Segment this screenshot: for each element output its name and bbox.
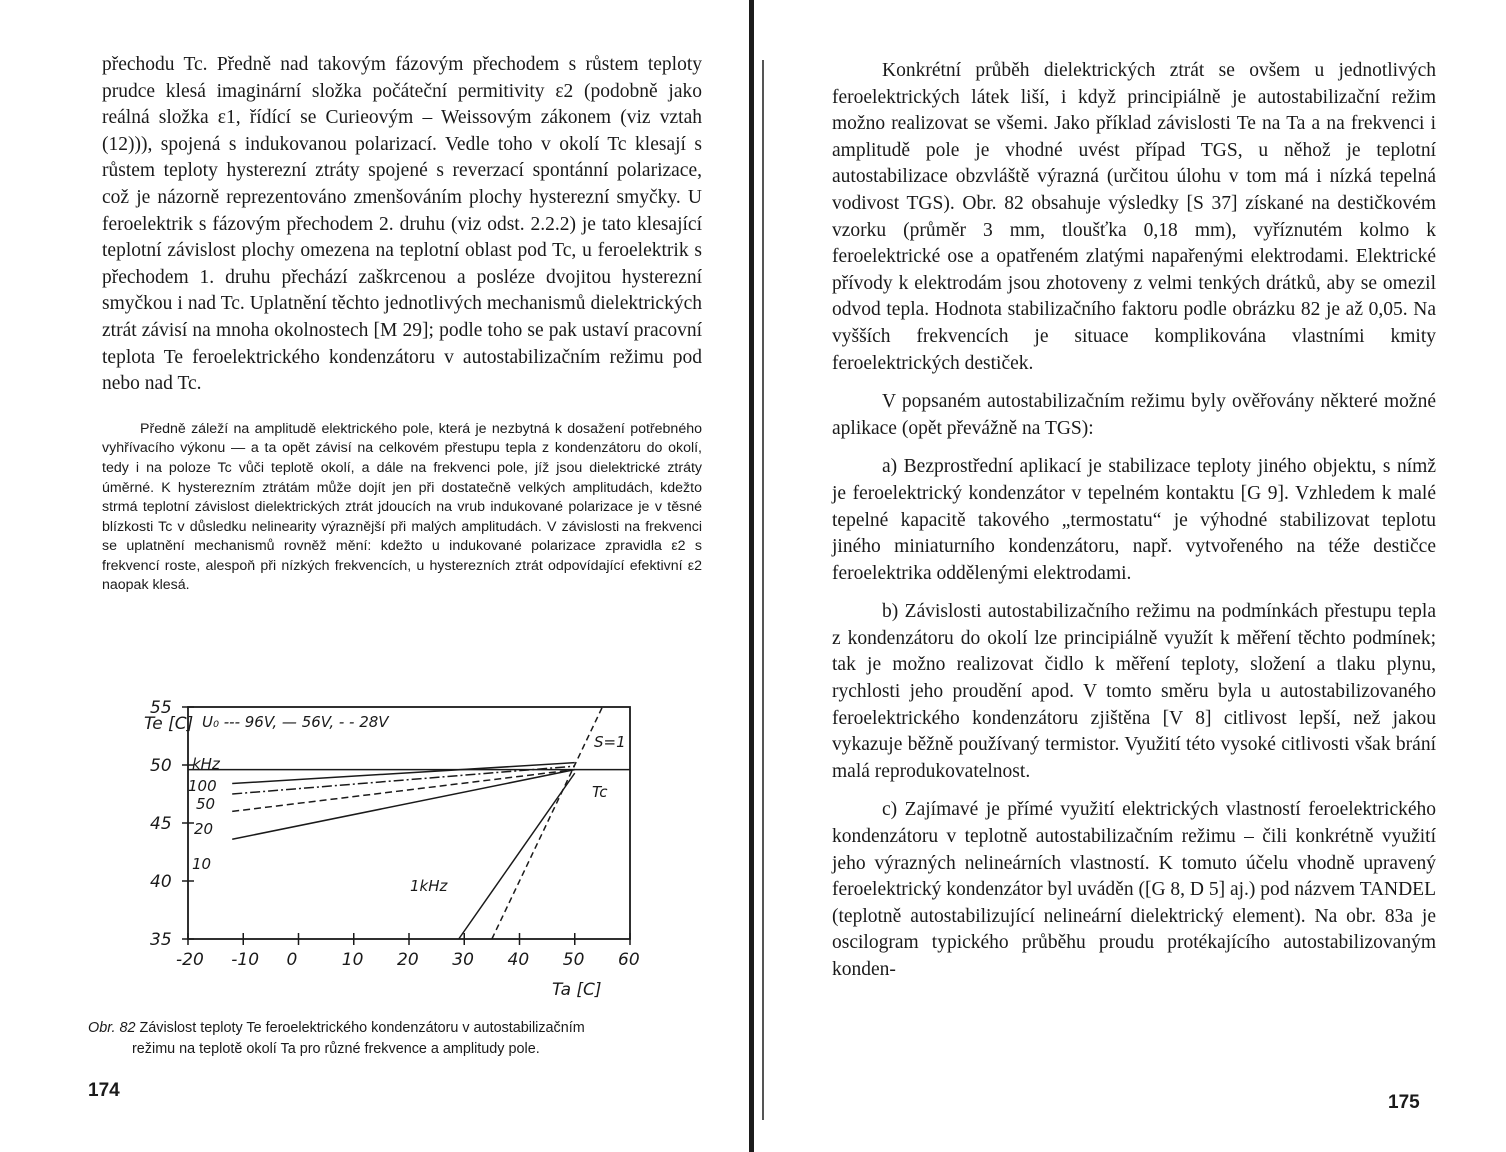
x-tick-label: -20 <box>176 950 204 970</box>
label-1khz: 1kHz <box>410 877 448 895</box>
y-tick-label: 45 <box>150 814 172 834</box>
x-tick-label: 40 <box>507 950 530 970</box>
page-number-right: 175 <box>1388 1092 1420 1113</box>
caption-line-2: režimu na teplotě okolí Ta pro různé frekvence a amplitudy pole. <box>132 1041 540 1057</box>
right-paragraph-1: Konkrétní průběh dielektrických ztrát se ovšem u jednotlivých feroelektrických látek liší, i když principiálně je autostabilizační režim možno realizovat se všemi. Jako příklad závislosti Te na Ta a na frekvenci i amplitudě pole je vhodné uvést případ TGS, u něhož je teplotní autostabilizace obzvláště výrazná (určitou úlohu v tom má i nízká tepelná vodivost TGS). Obr. 82 obsahuje výsledky [S 37] získané na destičkovém vzorku (průměr 3 mm, tloušťka 0,18 mm), vyříznutém kolmo k feroelektrické ose a opatřeném zlatými napařenými elektrodami. Elektrické přívody k elektrodám jsou zhotoveny z velmi tenkých drátků, aby se omezil odvod tepla. Hodnota stabilizačního faktoru podle obrázku 82 je až 0,05. Na vyšších frekvencích je situace komplikována vlastními kmity feroelektrických destiček. <box>832 60 1436 374</box>
page-number-left: 174 <box>88 1080 120 1101</box>
chart-series <box>188 707 630 939</box>
right-paragraph-a: a) Bezprostřední aplikací je stabilizace teploty jiného objektu, s nímž je feroelektrický kondenzátor v tepelném kontaktu [G 9]. Vzhledem k malé tepelné kapacitě takového „termostatu“ je výhodné stabilizovat teplotu jiného miniaturního kondenzátoru, např. vytvořeného na téže destičce feroelektrika oddělenými elektrodami. <box>832 456 1436 584</box>
x-tick-label: 30 <box>452 950 474 970</box>
plot-frame <box>188 707 630 939</box>
y-axis-label: Te [C] <box>144 714 194 734</box>
figure-82-chart <box>140 693 640 1013</box>
book-gutter-shadow <box>762 60 764 1120</box>
left-page <box>102 52 702 596</box>
x-tick-label: 0 <box>286 950 298 970</box>
left-paragraph-1: přechodu Tc. Předně nad takovým fázovým přechodem s růstem teploty prudce klesá imaginární složka počáteční permitivity ε2 (podobně jako reálná složka ε1, řídící se Curieovým – Weissovým zákonem (viz vztah (12))), spojená s indukovanou polarizací. Vedle toho v okolí Tc klesají s růstem teploty hysterezní ztráty spojené s reverzací spontánní polarizace, což je názorně reprezentováno zmenšováním plochy hysterezní smyčky. U feroelektrik s fázovým přechodem 2. druhu (viz odst. 2.2.2) je tato klesající teplotní závislost plochy omezena na teplotní oblast pod Tc, u feroelektrik s přechodem 1. druhu přechází zaškrcenou a posléze dvojitou hysterezní smyčkou i nad Tc. Uplatnění těchto jednotlivých mechanismů dielektrických ztrát závisí na mnoha okolnostech [M 29]; podle toho se pak ustaví pracovní teplota Te feroelektrického kondenzátoru v autostabilizačním režimu pod nebo nad Tc. <box>102 54 702 395</box>
x-tick-label: 60 <box>618 950 640 970</box>
y-tick-label: 55 <box>150 698 172 718</box>
right-page <box>832 58 1436 996</box>
caption-label: Obr. 82 <box>88 1020 136 1036</box>
right-paragraph-b: b) Závislosti autostabilizačního režimu na podmínkách přestupu tepla z kondenzátoru do okolí lze principiálně využít k měření těchto podmínek; tak je možno realizovat čidlo k měření teploty, složení a tlaku plynu, rychlosti jeho proudění apod. V tomto směru byla u autostabilizovaného feroelektrického kondenzátoru zjištěna [V 8] citlivost lepší, než jakou vykazuje běžně používaný termistor. Využití této vysoké citlivosti však brání malá reprodukovatelnost. <box>832 601 1436 782</box>
x-tick-label: 10 <box>341 950 364 970</box>
figure-82 <box>140 693 640 1013</box>
x-tick-label: 20 <box>397 950 419 970</box>
small-print-paragraph: Předně záleží na amplitudě elektrického pole, která je nezbytná k dosažení potřebného vyhřívacího výkonu — a ta opět závisí na celkovém přestupu tepla z kondenzátoru do okolí, tedy i na poloze Tc vůči teplotě okolí, a dále na frekvenci pole, jíž jsou dielektrické ztráty úměrné. K hysterezním ztrátám může dojít jen při dostatečně velkých amplitudách, kdežto strmá teplotní závislost dielektrických ztrát jdoucích na vrub indukované polarizace je v těsné blízkosti Tc v důsledku nelinearity výraznější při malých amplitudách. V závislosti na frekvenci se uplatnění mechanismů rovněž mění: kdežto u indukované polarizace zpravidla ε2 s frekvencí roste, alespoň při nízkých frekvencích, u hysterezních ztrát odpovídající efektivní ε2 naopak klesá. <box>102 420 702 594</box>
left-page-small-print <box>102 420 702 596</box>
freq-label-20: 20 <box>194 820 214 838</box>
left-page-body <box>102 52 702 398</box>
x-axis-label: Ta [C] <box>552 980 602 1000</box>
book-spine <box>749 0 754 1152</box>
freq-label-50: 50 <box>196 795 216 813</box>
legend-text: U₀ --- 96V, — 56V, - - 28V <box>202 713 389 731</box>
x-tick-label: -10 <box>231 950 260 970</box>
series-line-s1 <box>492 707 603 939</box>
freq-label-100: 100 <box>188 777 217 795</box>
right-page-body <box>832 58 1436 984</box>
y-tick-label: 35 <box>150 930 172 950</box>
right-paragraph-2: V popsaném autostabilizačním režimu byly ověřovány některé možné aplikace (opět převážně na TGS): <box>832 391 1436 439</box>
x-tick-label: 50 <box>562 950 585 970</box>
caption-line-1: Závislost teploty Te feroelektrického kondenzátoru v autostabilizačním <box>139 1020 585 1036</box>
series-line-1khz <box>459 773 575 939</box>
right-paragraph-c: c) Zajímavé je přímé využití elektrických vlastností feroelektrického kondenzátoru v teplotně autostabilizačním režimu – čili konkrétně využití jeho výrazných nelineárních vlastností. K tomuto účelu vhodně upravený feroelektrický kondenzátor byl uváděn ([G 8, D 5] aj.) pod názvem TANDEL (teplotně autostabilizující nelineární dielektrický element). Na obr. 83a je oscilogram typického průběhu proudu protékajícího autostabilizovaným konden- <box>832 799 1436 980</box>
label-tc: Tc <box>592 783 608 801</box>
freq-label-10: 10 <box>192 855 212 873</box>
unit-khz-label: kHz <box>192 755 220 773</box>
figure-caption <box>88 1018 708 1060</box>
y-tick-label: 40 <box>150 872 172 892</box>
y-tick-label: 50 <box>150 756 172 776</box>
label-s1: S=1 <box>594 733 626 751</box>
